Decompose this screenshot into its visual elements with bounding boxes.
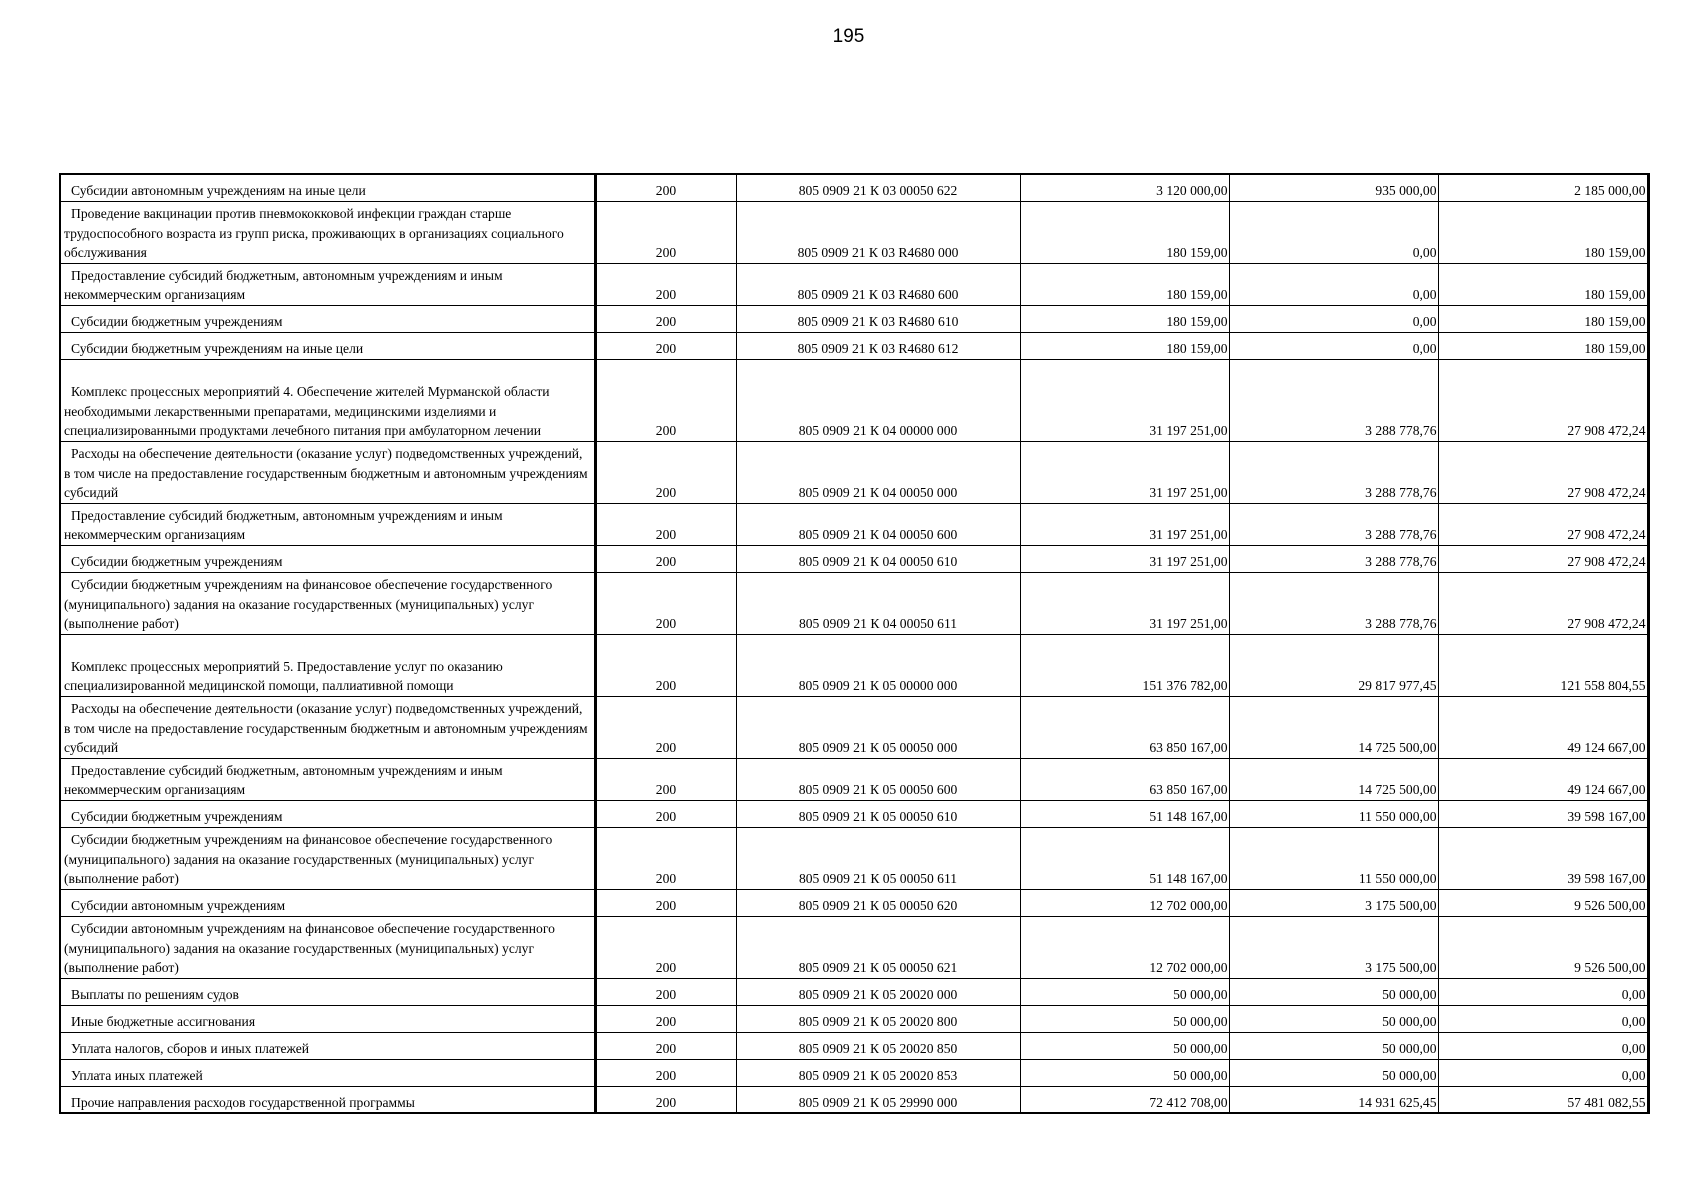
row-executed-cell: 0,00 [1229,263,1438,305]
row-name-cell: Субсидии бюджетным учреждениям [60,800,595,827]
table-row [60,572,1648,634]
row-remaining-cell: 39 598 167,00 [1438,827,1648,889]
row-plan-cell: 31 197 251,00 [1020,503,1229,545]
row-plan-cell: 50 000,00 [1020,978,1229,1005]
row-name-cell: Субсидии бюджетным учреждениям [60,545,595,572]
row-plan-cell: 50 000,00 [1020,1059,1229,1086]
row-executed-cell: 3 175 500,00 [1229,916,1438,978]
table-row [60,916,1648,978]
row-plan-cell: 12 702 000,00 [1020,916,1229,978]
row-name-cell: Проведение вакцинации против пневмококковой инфекции граждан старше трудоспособного возраста из групп риска, проживающих в организациях социального обслуживания [60,201,595,263]
row-code-cell: 200 [595,889,736,916]
row-plan-cell: 180 159,00 [1020,201,1229,263]
row-classifier-cell: 805 0909 21 К 03 R4680 612 [736,332,1020,359]
row-code-cell: 200 [595,1005,736,1032]
row-name-cell: Предоставление субсидий бюджетным, автономным учреждениям и иным некоммерческим организациям [60,758,595,800]
row-name-cell: Прочие направления расходов государственной программы [60,1086,595,1113]
row-executed-cell: 50 000,00 [1229,1059,1438,1086]
row-classifier-cell: 805 0909 21 К 05 00000 000 [736,634,1020,696]
row-remaining-cell: 27 908 472,24 [1438,572,1648,634]
row-executed-cell: 3 288 778,76 [1229,359,1438,441]
table-row [60,332,1648,359]
row-name-cell: Уплата иных платежей [60,1059,595,1086]
row-code-cell: 200 [595,359,736,441]
row-remaining-cell: 27 908 472,24 [1438,503,1648,545]
row-name-cell: Комплекс процессных мероприятий 4. Обеспечение жителей Мурманской области необходимыми лекарственными препаратами, медицинскими изделиями и специализированными продуктами лечебного питания при амбулаторном лечении [60,359,595,441]
row-name-cell: Субсидии бюджетным учреждениям на финансовое обеспечение государственного (муниципального) задания на оказание государственных (муниципальных) услуг (выполнение работ) [60,572,595,634]
row-code-cell: 200 [595,332,736,359]
row-name-cell: Предоставление субсидий бюджетным, автономным учреждениям и иным некоммерческим организациям [60,263,595,305]
row-plan-cell: 31 197 251,00 [1020,359,1229,441]
table-row [60,1032,1648,1059]
row-remaining-cell: 27 908 472,24 [1438,359,1648,441]
row-remaining-cell: 0,00 [1438,1005,1648,1032]
row-code-cell: 200 [595,758,736,800]
row-classifier-cell: 805 0909 21 К 04 00050 610 [736,545,1020,572]
row-name-cell: Субсидии бюджетным учреждениям на иные цели [60,332,595,359]
row-plan-cell: 51 148 167,00 [1020,800,1229,827]
row-classifier-cell: 805 0909 21 К 05 20020 800 [736,1005,1020,1032]
row-plan-cell: 151 376 782,00 [1020,634,1229,696]
row-plan-cell: 51 148 167,00 [1020,827,1229,889]
row-name-cell: Субсидии бюджетным учреждениям на финансовое обеспечение государственного (муниципального) задания на оказание государственных (муниципальных) услуг (выполнение работ) [60,827,595,889]
row-code-cell: 200 [595,572,736,634]
table-row [60,800,1648,827]
table-row [60,545,1648,572]
row-code-cell: 200 [595,1059,736,1086]
row-plan-cell: 12 702 000,00 [1020,889,1229,916]
table-row [60,305,1648,332]
row-plan-cell: 72 412 708,00 [1020,1086,1229,1113]
table-body [60,174,1648,1113]
row-classifier-cell: 805 0909 21 К 05 29990 000 [736,1086,1020,1113]
row-code-cell: 200 [595,174,736,201]
table-row [60,1005,1648,1032]
row-name-cell: Комплекс процессных мероприятий 5. Предоставление услуг по оказанию специализированной медицинской помощи, паллиативной помощи [60,634,595,696]
row-remaining-cell: 121 558 804,55 [1438,634,1648,696]
row-classifier-cell: 805 0909 21 К 05 00050 621 [736,916,1020,978]
row-code-cell: 200 [595,978,736,1005]
row-code-cell: 200 [595,545,736,572]
row-executed-cell: 14 725 500,00 [1229,696,1438,758]
row-classifier-cell: 805 0909 21 К 04 00050 600 [736,503,1020,545]
row-plan-cell: 180 159,00 [1020,263,1229,305]
row-plan-cell: 31 197 251,00 [1020,572,1229,634]
row-executed-cell: 3 288 778,76 [1229,545,1438,572]
row-classifier-cell: 805 0909 21 К 05 20020 000 [736,978,1020,1005]
row-remaining-cell: 180 159,00 [1438,332,1648,359]
row-executed-cell: 29 817 977,45 [1229,634,1438,696]
row-executed-cell: 0,00 [1229,201,1438,263]
row-remaining-cell: 39 598 167,00 [1438,800,1648,827]
row-remaining-cell: 180 159,00 [1438,201,1648,263]
row-name-cell: Субсидии автономным учреждениям [60,889,595,916]
page-number: 195 [832,26,865,47]
row-name-cell: Расходы на обеспечение деятельности (оказание услуг) подведомственных учреждений, в том числе на предоставление государственным бюджетным и автономным учреждениям субсидий [60,441,595,503]
row-remaining-cell: 27 908 472,24 [1438,441,1648,503]
row-code-cell: 200 [595,503,736,545]
row-name-cell: Уплата налогов, сборов и иных платежей [60,1032,595,1059]
row-code-cell: 200 [595,634,736,696]
row-name-cell: Иные бюджетные ассигнования [60,1005,595,1032]
row-remaining-cell: 27 908 472,24 [1438,545,1648,572]
row-classifier-cell: 805 0909 21 К 05 00050 610 [736,800,1020,827]
table-row [60,263,1648,305]
row-executed-cell: 3 175 500,00 [1229,889,1438,916]
row-name-cell: Расходы на обеспечение деятельности (оказание услуг) подведомственных учреждений, в том числе на предоставление государственным бюджетным и автономным учреждениям субсидий [60,696,595,758]
table-row [60,441,1648,503]
row-classifier-cell: 805 0909 21 К 03 00050 622 [736,174,1020,201]
row-plan-cell: 3 120 000,00 [1020,174,1229,201]
row-plan-cell: 63 850 167,00 [1020,696,1229,758]
row-classifier-cell: 805 0909 21 К 04 00050 611 [736,572,1020,634]
row-classifier-cell: 805 0909 21 К 03 R4680 600 [736,263,1020,305]
row-remaining-cell: 0,00 [1438,1032,1648,1059]
row-name-cell: Выплаты по решениям судов [60,978,595,1005]
row-code-cell: 200 [595,263,736,305]
table-row [60,827,1648,889]
table-row [60,359,1648,441]
row-code-cell: 200 [595,696,736,758]
row-plan-cell: 50 000,00 [1020,1032,1229,1059]
row-executed-cell: 14 725 500,00 [1229,758,1438,800]
row-remaining-cell: 0,00 [1438,978,1648,1005]
row-executed-cell: 3 288 778,76 [1229,572,1438,634]
row-name-cell: Субсидии бюджетным учреждениям [60,305,595,332]
row-executed-cell: 50 000,00 [1229,1032,1438,1059]
row-code-cell: 200 [595,1032,736,1059]
row-code-cell: 200 [595,305,736,332]
row-remaining-cell: 49 124 667,00 [1438,758,1648,800]
row-executed-cell: 11 550 000,00 [1229,827,1438,889]
row-plan-cell: 50 000,00 [1020,1005,1229,1032]
row-classifier-cell: 805 0909 21 К 03 R4680 000 [736,201,1020,263]
row-executed-cell: 935 000,00 [1229,174,1438,201]
row-name-cell: Субсидии автономным учреждениям на иные цели [60,174,595,201]
row-classifier-cell: 805 0909 21 К 05 00050 000 [736,696,1020,758]
row-remaining-cell: 180 159,00 [1438,263,1648,305]
row-remaining-cell: 180 159,00 [1438,305,1648,332]
table-row [60,758,1648,800]
row-name-cell: Субсидии автономным учреждениям на финансовое обеспечение государственного (муниципального) задания на оказание государственных (муниципальных) услуг (выполнение работ) [60,916,595,978]
row-executed-cell: 50 000,00 [1229,978,1438,1005]
row-remaining-cell: 2 185 000,00 [1438,174,1648,201]
row-code-cell: 200 [595,800,736,827]
row-plan-cell: 31 197 251,00 [1020,545,1229,572]
row-classifier-cell: 805 0909 21 К 04 00000 000 [736,359,1020,441]
row-remaining-cell: 49 124 667,00 [1438,696,1648,758]
budget-table [59,173,1650,1114]
row-classifier-cell: 805 0909 21 К 05 00050 620 [736,889,1020,916]
row-remaining-cell: 9 526 500,00 [1438,889,1648,916]
row-executed-cell: 0,00 [1229,305,1438,332]
row-executed-cell: 11 550 000,00 [1229,800,1438,827]
row-executed-cell: 50 000,00 [1229,1005,1438,1032]
table-row [60,696,1648,758]
table-row [60,634,1648,696]
row-name-cell: Предоставление субсидий бюджетным, автономным учреждениям и иным некоммерческим организациям [60,503,595,545]
row-code-cell: 200 [595,1086,736,1113]
row-classifier-cell: 805 0909 21 К 05 20020 853 [736,1059,1020,1086]
row-remaining-cell: 57 481 082,55 [1438,1086,1648,1113]
row-remaining-cell: 0,00 [1438,1059,1648,1086]
row-plan-cell: 180 159,00 [1020,332,1229,359]
row-code-cell: 200 [595,916,736,978]
table-row [60,201,1648,263]
table-row [60,978,1648,1005]
row-executed-cell: 3 288 778,76 [1229,441,1438,503]
table-row [60,1059,1648,1086]
row-executed-cell: 0,00 [1229,332,1438,359]
table-row [60,1086,1648,1113]
row-code-cell: 200 [595,827,736,889]
row-plan-cell: 63 850 167,00 [1020,758,1229,800]
row-remaining-cell: 9 526 500,00 [1438,916,1648,978]
row-classifier-cell: 805 0909 21 К 04 00050 000 [736,441,1020,503]
table-row [60,889,1648,916]
row-plan-cell: 180 159,00 [1020,305,1229,332]
row-classifier-cell: 805 0909 21 К 03 R4680 610 [736,305,1020,332]
row-classifier-cell: 805 0909 21 К 05 00050 611 [736,827,1020,889]
table-row [60,503,1648,545]
table-row [60,174,1648,201]
row-plan-cell: 31 197 251,00 [1020,441,1229,503]
row-executed-cell: 3 288 778,76 [1229,503,1438,545]
row-code-cell: 200 [595,441,736,503]
row-code-cell: 200 [595,201,736,263]
row-executed-cell: 14 931 625,45 [1229,1086,1438,1113]
row-classifier-cell: 805 0909 21 К 05 20020 850 [736,1032,1020,1059]
row-classifier-cell: 805 0909 21 К 05 00050 600 [736,758,1020,800]
